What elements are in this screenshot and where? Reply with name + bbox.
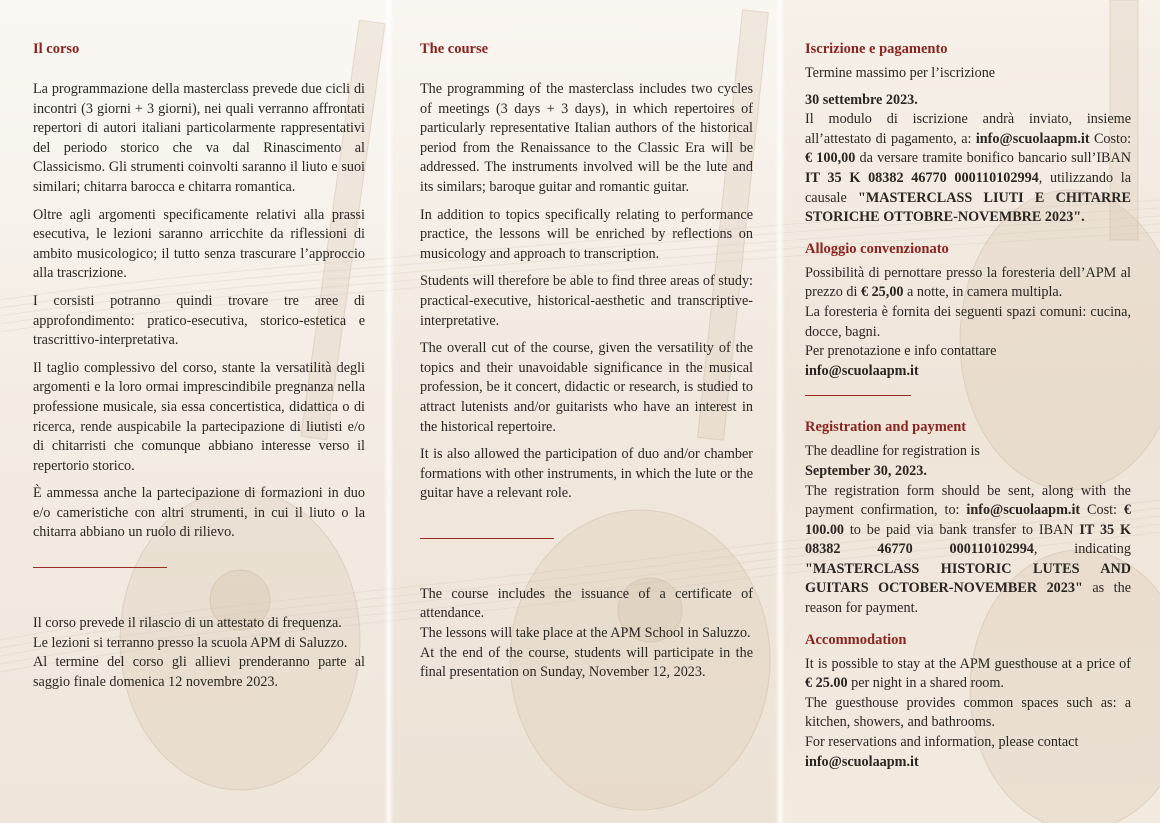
lodging-contact: Per prenotazione e info contattare xyxy=(805,343,997,360)
payment-reason: "MASTERCLASS LIUTI E CHITARRE STORICHE OTTOBRE-NOVEMBRE 2023". xyxy=(805,189,1132,226)
paragraph: It is also allowed the participation of duo and/or chamber formations with other instruments, in which the lute or the guitar have a relevant role. xyxy=(420,446,753,502)
deadline-label: The deadline for registration is xyxy=(805,443,980,460)
paragraph: The programming of the masterclass includes two cycles of meetings (3 days + 3 days), in which repertoires of particularly representative Italian authors of the historical period from the Renaissance to the Classic Era will be addressed. The instruments involved will be the lute and its similars; baroque guitar and romantic guitar. xyxy=(420,81,753,195)
deadline-date: September 30, 2023. xyxy=(805,462,927,479)
lodging-price: € 25.00 xyxy=(805,675,848,692)
iban: IT 35 K 08382 46770 000110102994 xyxy=(805,169,1039,186)
email-link[interactable]: info@scuolaapm.it xyxy=(805,753,919,770)
paragraph: È ammessa anche la partecipazione di formazioni in duo e/o cameristiche con altri strumenti, in cui il liuto o la chitarra abbiano un ruolo di rilievo. xyxy=(33,485,365,541)
paragraph: The overall cut of the course, given the versatility of the topics and their unavoidable significance in the musical profession, be it concert, didactic or research, is studied to attract lutenists and/or guitarists who have an interest in the historical repertoire. xyxy=(420,340,753,435)
lodging-details-en: It is possible to stay at the APM guesthouse at a price of € 25.00 per night in a shared room. xyxy=(805,655,1131,692)
panel-registration xyxy=(805,38,1131,772)
cost-value: € 100.00 xyxy=(805,502,1132,538)
deadline-date: 30 settembre 2023. xyxy=(805,91,918,108)
email-link[interactable]: info@scuolaapm.it xyxy=(966,502,1081,519)
panel-course-english xyxy=(420,38,753,683)
lodging-spaces: La foresteria è fornita dei seguenti spazi comuni: cucina, docce, bagni. xyxy=(805,303,1131,340)
divider xyxy=(33,567,167,568)
paragraph: La programmazione della masterclass prevede due cicli di incontri (3 giorni + 3 giorni), nei quali verranno affrontati repertori di autori italiani particolarmente rappresentativi del periodo storico che va dal Rinascimento al Classicismo. Gli strumenti coinvolti saranno il liuto e suoi similari; chitarra barocca e chitarra romantica. xyxy=(33,81,365,195)
divider xyxy=(805,395,911,396)
closing-line: Al termine del corso gli allievi prenderanno parte al saggio finale domenica 12 novembre 2023. xyxy=(33,654,365,690)
closing-line: Le lezioni si terranno presso la scuola APM di Saluzzo. xyxy=(33,634,348,651)
divider xyxy=(420,538,554,539)
closing-line: The course includes the issuance of a certificate of attendance. xyxy=(420,585,753,622)
paragraph: In addition to topics specifically relating to performance practice, the lessons will be enriched by reflections on musicology and approach to transcription. xyxy=(420,206,753,262)
payment-reason: "MASTERCLASS HISTORIC LUTES AND GUITARS OCTOBER-NOVEMBER 2023" xyxy=(805,560,1131,597)
section-heading-accommodation: Accommodation xyxy=(805,631,907,648)
deadline-label: Termine massimo per l’iscrizione xyxy=(805,65,996,81)
lodging-details-it: Possibilità di pernottare presso la foresteria dell’APM al prezzo di € 25,00 a notte, in camera multipla. xyxy=(805,264,1131,301)
lodging-spaces: The guesthouse provides common spaces such as: a kitchen, showers, and bathrooms. xyxy=(805,694,1131,731)
lodging-price: € 25,00 xyxy=(860,284,904,301)
page-fold-left xyxy=(384,0,394,823)
cost-value: € 100,00 xyxy=(805,150,856,167)
registration-details-en: The registration form should be sent, along with the payment confirmation, to: info@scuolaapm.it Cost: € 100.00 to be paid via bank transfer to IBAN IT 35 K 08382 46770 000110102994, indicating "MASTERCLASS HISTORIC LUTES AND GUITARS OCTOBER-NOVEMBER 2023" as the reason for payment. xyxy=(805,482,1132,617)
section-heading-il-corso: Il corso xyxy=(33,41,80,57)
email-link[interactable]: info@scuolaapm.it xyxy=(975,130,1090,147)
paragraph: I corsisti potranno quindi trovare tre aree di approfondimento: pratico-esecutiva, storico-estetica e trascrittivo-interpretativa. xyxy=(33,292,365,349)
section-heading-alloggio: Alloggio convenzionato xyxy=(805,240,949,257)
closing-line: The lessons will take place at the APM School in Saluzzo. xyxy=(420,625,751,642)
lodging-contact: For reservations and information, please contact xyxy=(805,734,1079,751)
section-heading-the-course: The course xyxy=(420,41,489,57)
section-heading-registration: Registration and payment xyxy=(805,419,967,436)
email-link[interactable]: info@scuolaapm.it xyxy=(805,362,919,379)
panel-course-italian xyxy=(33,38,365,692)
registration-details-it: Il modulo di iscrizione andrà inviato, insieme all’attestato di pagamento, a: info@scuolaapm.it Costo: € 100,00 da versare tramite bonifico bancario sull’IBAN IT 35 K 08382 46770 000110102994, utilizzando la causale "MASTERCLASS LIUTI E CHITARRE STORICHE OTTOBRE-NOVEMBRE 2023". xyxy=(805,111,1132,226)
closing-line: At the end of the course, students will participate in the final presentation on Sunday, November 12, 2023. xyxy=(420,644,753,681)
paragraph: Il taglio complessivo del corso, stante la versatilità degli argomenti e la loro ormai imprescindibile pregnanza nella professione musicale, sia essa concertistica, didattica o di ricerca, rende auspicabile la partecipazione di liutisti e/o di chitarristi che comunque abbiano interesse verso il repertorio storico. xyxy=(33,359,365,474)
closing-line: Il corso prevede il rilascio di un attestato di frequenza. xyxy=(33,615,342,632)
section-heading-iscrizione: Iscrizione e pagamento xyxy=(805,41,948,57)
iban: IT 35 K 08382 46770 000110102994 xyxy=(805,521,1132,558)
paragraph: Oltre agli argomenti specificamente relativi alla prassi esecutiva, le lezioni saranno arricchite da riflessioni di ambito musicologico; il tutto senza trascurare l’approccio alla trascrizione. xyxy=(33,206,365,282)
paragraph: Students will therefore be able to find three areas of study: practical-executive, historical-aesthetic and transcriptive-interpretative. xyxy=(420,273,753,329)
page-fold-right xyxy=(775,0,785,823)
